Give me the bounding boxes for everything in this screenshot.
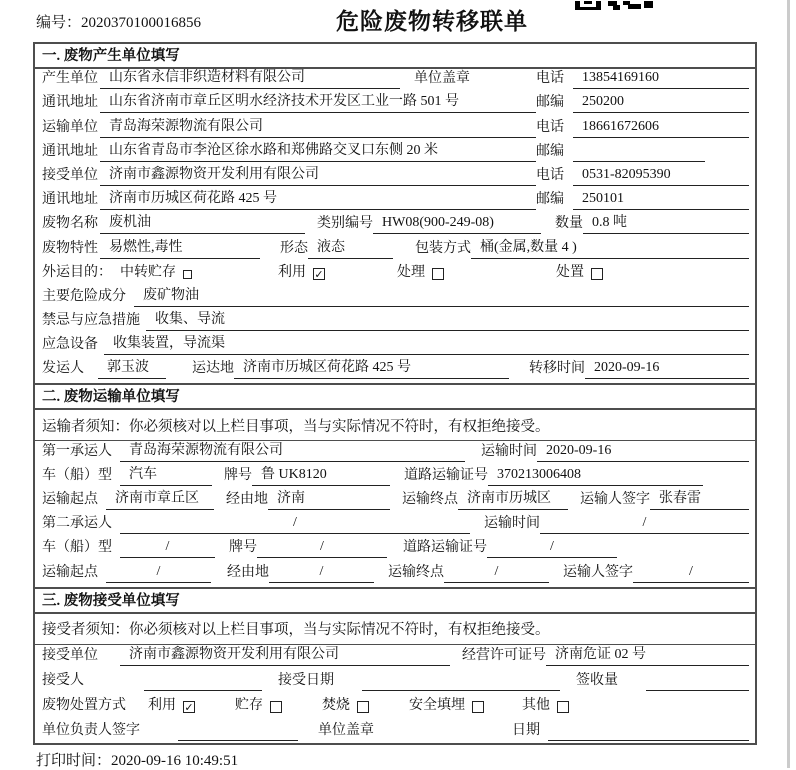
license2-label: 道路运输证号 bbox=[403, 540, 487, 556]
disposal-burn-checkbox bbox=[357, 701, 369, 713]
license2-value: / bbox=[487, 539, 617, 558]
time1-value: 2020-09-16 bbox=[537, 443, 749, 462]
print-time-label: 打印时间： bbox=[36, 753, 112, 769]
shipper-label: 发运人 bbox=[42, 361, 84, 377]
address3-label: 通讯地址 bbox=[42, 192, 98, 208]
phone3-label: 电话 bbox=[536, 167, 564, 183]
disposal-other-label: 其他 bbox=[522, 697, 550, 713]
disposal-use-checkbox: ✓ bbox=[184, 700, 194, 714]
acceptor-value bbox=[144, 688, 262, 691]
unit-seal2-label: 单位盖章 bbox=[318, 722, 374, 738]
accept-date-label: 接受日期 bbox=[278, 672, 334, 688]
purpose-option-use-label: 利用 bbox=[278, 264, 306, 280]
origin2-value: / bbox=[106, 564, 211, 583]
row-shipper bbox=[35, 359, 755, 383]
destination-label: 运达地 bbox=[192, 361, 234, 377]
zip2-label: 邮编 bbox=[536, 143, 564, 159]
row-acceptor bbox=[35, 670, 755, 695]
destination-value: 济南市历城区荷花路 425 号 bbox=[234, 356, 509, 379]
row-accept-unit bbox=[35, 645, 755, 670]
form-label: 形态 bbox=[280, 240, 308, 256]
disposal-burn-label: 焚烧 bbox=[322, 697, 350, 713]
time2-label: 运输时间 bbox=[484, 516, 540, 532]
serial-label: 编号： bbox=[36, 15, 82, 31]
disposal-store-label: 贮存 bbox=[235, 697, 263, 713]
disposal-store-checkbox bbox=[270, 701, 282, 713]
vehicle1-value: 汽车 bbox=[120, 463, 212, 486]
received-qty-value bbox=[646, 688, 749, 691]
packaging-label: 包装方式 bbox=[415, 240, 471, 256]
sign1-label: 运输人签字 bbox=[580, 492, 650, 507]
phone1-value: 13854169160 bbox=[573, 70, 749, 89]
end2-value: / bbox=[444, 564, 549, 583]
carrier2-label: 第二承运人 bbox=[42, 516, 112, 532]
carrier1-value: 青岛海荣源物流有限公司 bbox=[120, 439, 465, 462]
manager-sign-value bbox=[178, 738, 298, 741]
transporter-value: 青岛海荣源物流有限公司 bbox=[100, 115, 536, 138]
phone1-label: 电话 bbox=[536, 71, 564, 87]
operating-license-label: 经营许可证号 bbox=[462, 647, 546, 663]
section2-header: 二. 废物运输单位填写 bbox=[35, 383, 755, 410]
end1-label: 运输终点 bbox=[402, 492, 458, 507]
zip3-value: 250101 bbox=[573, 191, 749, 210]
row-vehicle2 bbox=[35, 538, 755, 562]
section1-header: 一. 废物产生单位填写 bbox=[35, 44, 755, 69]
packaging-value: 桶(金属,数量 4 ) bbox=[471, 236, 749, 259]
form-value: 液态 bbox=[308, 236, 393, 259]
vehicle1-label: 车（船）型 bbox=[42, 467, 112, 483]
plate1-label: 牌号 bbox=[224, 467, 252, 483]
accept-unit-label: 接受单位 bbox=[42, 647, 98, 663]
disposal-use-label: 利用 bbox=[148, 697, 176, 713]
taboo-value: 收集、导流 bbox=[146, 308, 749, 331]
time1-label: 运输时间 bbox=[481, 443, 537, 459]
unit-seal-label: 单位盖章 bbox=[414, 71, 470, 87]
disposal-landfill-label: 安全填埋 bbox=[409, 697, 465, 713]
date-value bbox=[548, 738, 749, 741]
sign2-value: / bbox=[633, 564, 749, 583]
address1-label: 通讯地址 bbox=[42, 95, 98, 111]
vehicle2-value: / bbox=[120, 539, 215, 558]
hazard-label: 主要危险成分 bbox=[42, 288, 126, 304]
serial-value: 2020370100016856 bbox=[81, 15, 202, 31]
purpose-label: 外运目的： bbox=[42, 264, 112, 280]
equipment-value: 收集装置，导流渠 bbox=[104, 332, 749, 355]
license1-label: 道路运输证号 bbox=[404, 467, 488, 483]
row-carrier2 bbox=[35, 514, 755, 538]
quantity-label: 数量 bbox=[555, 216, 583, 232]
address2-label: 通讯地址 bbox=[42, 143, 98, 159]
print-time-value: 2020-09-16 10:49:51 bbox=[111, 753, 239, 769]
origin2-label: 运输起点 bbox=[42, 564, 98, 580]
zip3-label: 邮编 bbox=[536, 192, 564, 208]
zip1-value: 250200 bbox=[573, 94, 749, 113]
category-value: HW08(900-249-08) bbox=[373, 215, 541, 234]
time2-value: / bbox=[540, 515, 749, 534]
transfer-form bbox=[33, 42, 757, 745]
section2-notice: 运输者须知：你必须核对以上栏目事项，当与实际情况不符时，有权拒绝接受。 bbox=[35, 410, 755, 441]
operating-license-value: 济南危证 02 号 bbox=[546, 643, 749, 666]
row-route1 bbox=[35, 490, 755, 514]
received-qty-label: 签收量 bbox=[576, 672, 618, 688]
end2-label: 运输终点 bbox=[388, 564, 444, 580]
page-title: 危险废物转移联单 bbox=[336, 9, 528, 34]
via2-value: / bbox=[269, 564, 374, 583]
receiver-value: 济南市鑫源物资开发利用有限公司 bbox=[100, 163, 536, 186]
address1-value: 山东省济南市章丘区明水经济技术开发区工业一路 501 号 bbox=[100, 90, 536, 113]
purpose-option-dispose-label: 处置 bbox=[556, 264, 584, 280]
purpose-treat-checkbox bbox=[432, 268, 444, 280]
transfer-date-value: 2020-09-16 bbox=[585, 360, 749, 379]
purpose-transit-checkbox bbox=[183, 270, 192, 279]
disposal-landfill-checkbox bbox=[472, 701, 484, 713]
end1-value: 济南市历城区 bbox=[458, 487, 568, 510]
date-label: 日期 bbox=[512, 722, 540, 738]
waste-name-value: 废机油 bbox=[100, 211, 305, 234]
equipment-label: 应急设备 bbox=[42, 337, 98, 353]
plate2-value: / bbox=[257, 539, 387, 558]
quantity-value: 0.8 吨 bbox=[583, 211, 749, 234]
address2-value: 山东省青岛市李沧区徐水路和郑佛路交叉口东侧 20 米 bbox=[100, 139, 536, 162]
disposal-other-checkbox bbox=[557, 701, 569, 713]
plate2-label: 牌号 bbox=[229, 540, 257, 556]
waste-name-label: 废物名称 bbox=[42, 216, 98, 232]
address3-value: 济南市历城区荷花路 425 号 bbox=[100, 187, 536, 210]
shipper-value: 郭玉波 bbox=[98, 356, 166, 379]
section3-header: 三. 废物接受单位填写 bbox=[35, 587, 755, 614]
purpose-option-treat-label: 处理 bbox=[397, 264, 425, 280]
via1-value: 济南 bbox=[268, 487, 390, 510]
characteristics-label: 废物特性 bbox=[42, 240, 98, 256]
row-disposal bbox=[35, 695, 755, 720]
via1-label: 经由地 bbox=[226, 492, 268, 507]
carrier2-value: / bbox=[120, 515, 470, 534]
document-serial bbox=[36, 11, 201, 32]
origin1-label: 运输起点 bbox=[42, 492, 98, 507]
origin1-value: 济南市章丘区 bbox=[106, 487, 214, 510]
plate1-value: 鲁 UK8120 bbox=[252, 463, 390, 486]
zip1-label: 邮编 bbox=[536, 95, 564, 111]
row-route2 bbox=[35, 562, 755, 586]
section3-notice: 接受者须知：你必须核对以上栏目事项，当与实际情况不符时，有权拒绝接受。 bbox=[35, 614, 755, 645]
phone2-value: 18661672606 bbox=[573, 119, 749, 138]
characteristics-value: 易燃性,毒性 bbox=[100, 236, 260, 259]
accept-unit-value: 济南市鑫源物资开发利用有限公司 bbox=[120, 643, 450, 666]
producer-label: 产生单位 bbox=[42, 71, 98, 87]
accept-date-value bbox=[362, 688, 560, 691]
page-edge-line bbox=[787, 0, 790, 768]
qr-code-icon bbox=[575, 0, 653, 18]
phone2-label: 电话 bbox=[536, 119, 564, 135]
row-characteristics bbox=[35, 238, 755, 262]
carrier1-label: 第一承运人 bbox=[42, 443, 112, 459]
purpose-option-transit-label: 中转贮存 bbox=[120, 264, 176, 280]
sign2-label: 运输人签字 bbox=[563, 564, 633, 580]
zip2-value bbox=[573, 159, 705, 162]
acceptor-label: 接受人 bbox=[42, 672, 84, 688]
transporter-label: 运输单位 bbox=[42, 119, 98, 135]
manager-sign-label: 单位负责人签字 bbox=[42, 722, 140, 738]
license1-value: 370213006408 bbox=[488, 467, 703, 486]
taboo-label: 禁忌与应急措施 bbox=[42, 313, 140, 329]
row-manager-sign bbox=[35, 720, 755, 745]
hazard-value: 废矿物油 bbox=[134, 284, 749, 307]
via2-label: 经由地 bbox=[227, 564, 269, 580]
purpose-use-checkbox: ✓ bbox=[314, 267, 324, 281]
receiver-label: 接受单位 bbox=[42, 167, 98, 183]
phone3-value: 0531-82095390 bbox=[573, 167, 749, 186]
producer-value: 山东省永信非织造材料有限公司 bbox=[100, 66, 400, 89]
purpose-dispose-checkbox bbox=[591, 268, 603, 280]
transfer-date-label: 转移时间 bbox=[529, 361, 585, 377]
vehicle2-label: 车（船）型 bbox=[42, 540, 112, 556]
print-time bbox=[36, 749, 238, 770]
category-label: 类别编号 bbox=[317, 216, 373, 232]
disposal-label: 废物处置方式 bbox=[42, 697, 126, 713]
sign1-value: 张春雷 bbox=[650, 487, 749, 510]
